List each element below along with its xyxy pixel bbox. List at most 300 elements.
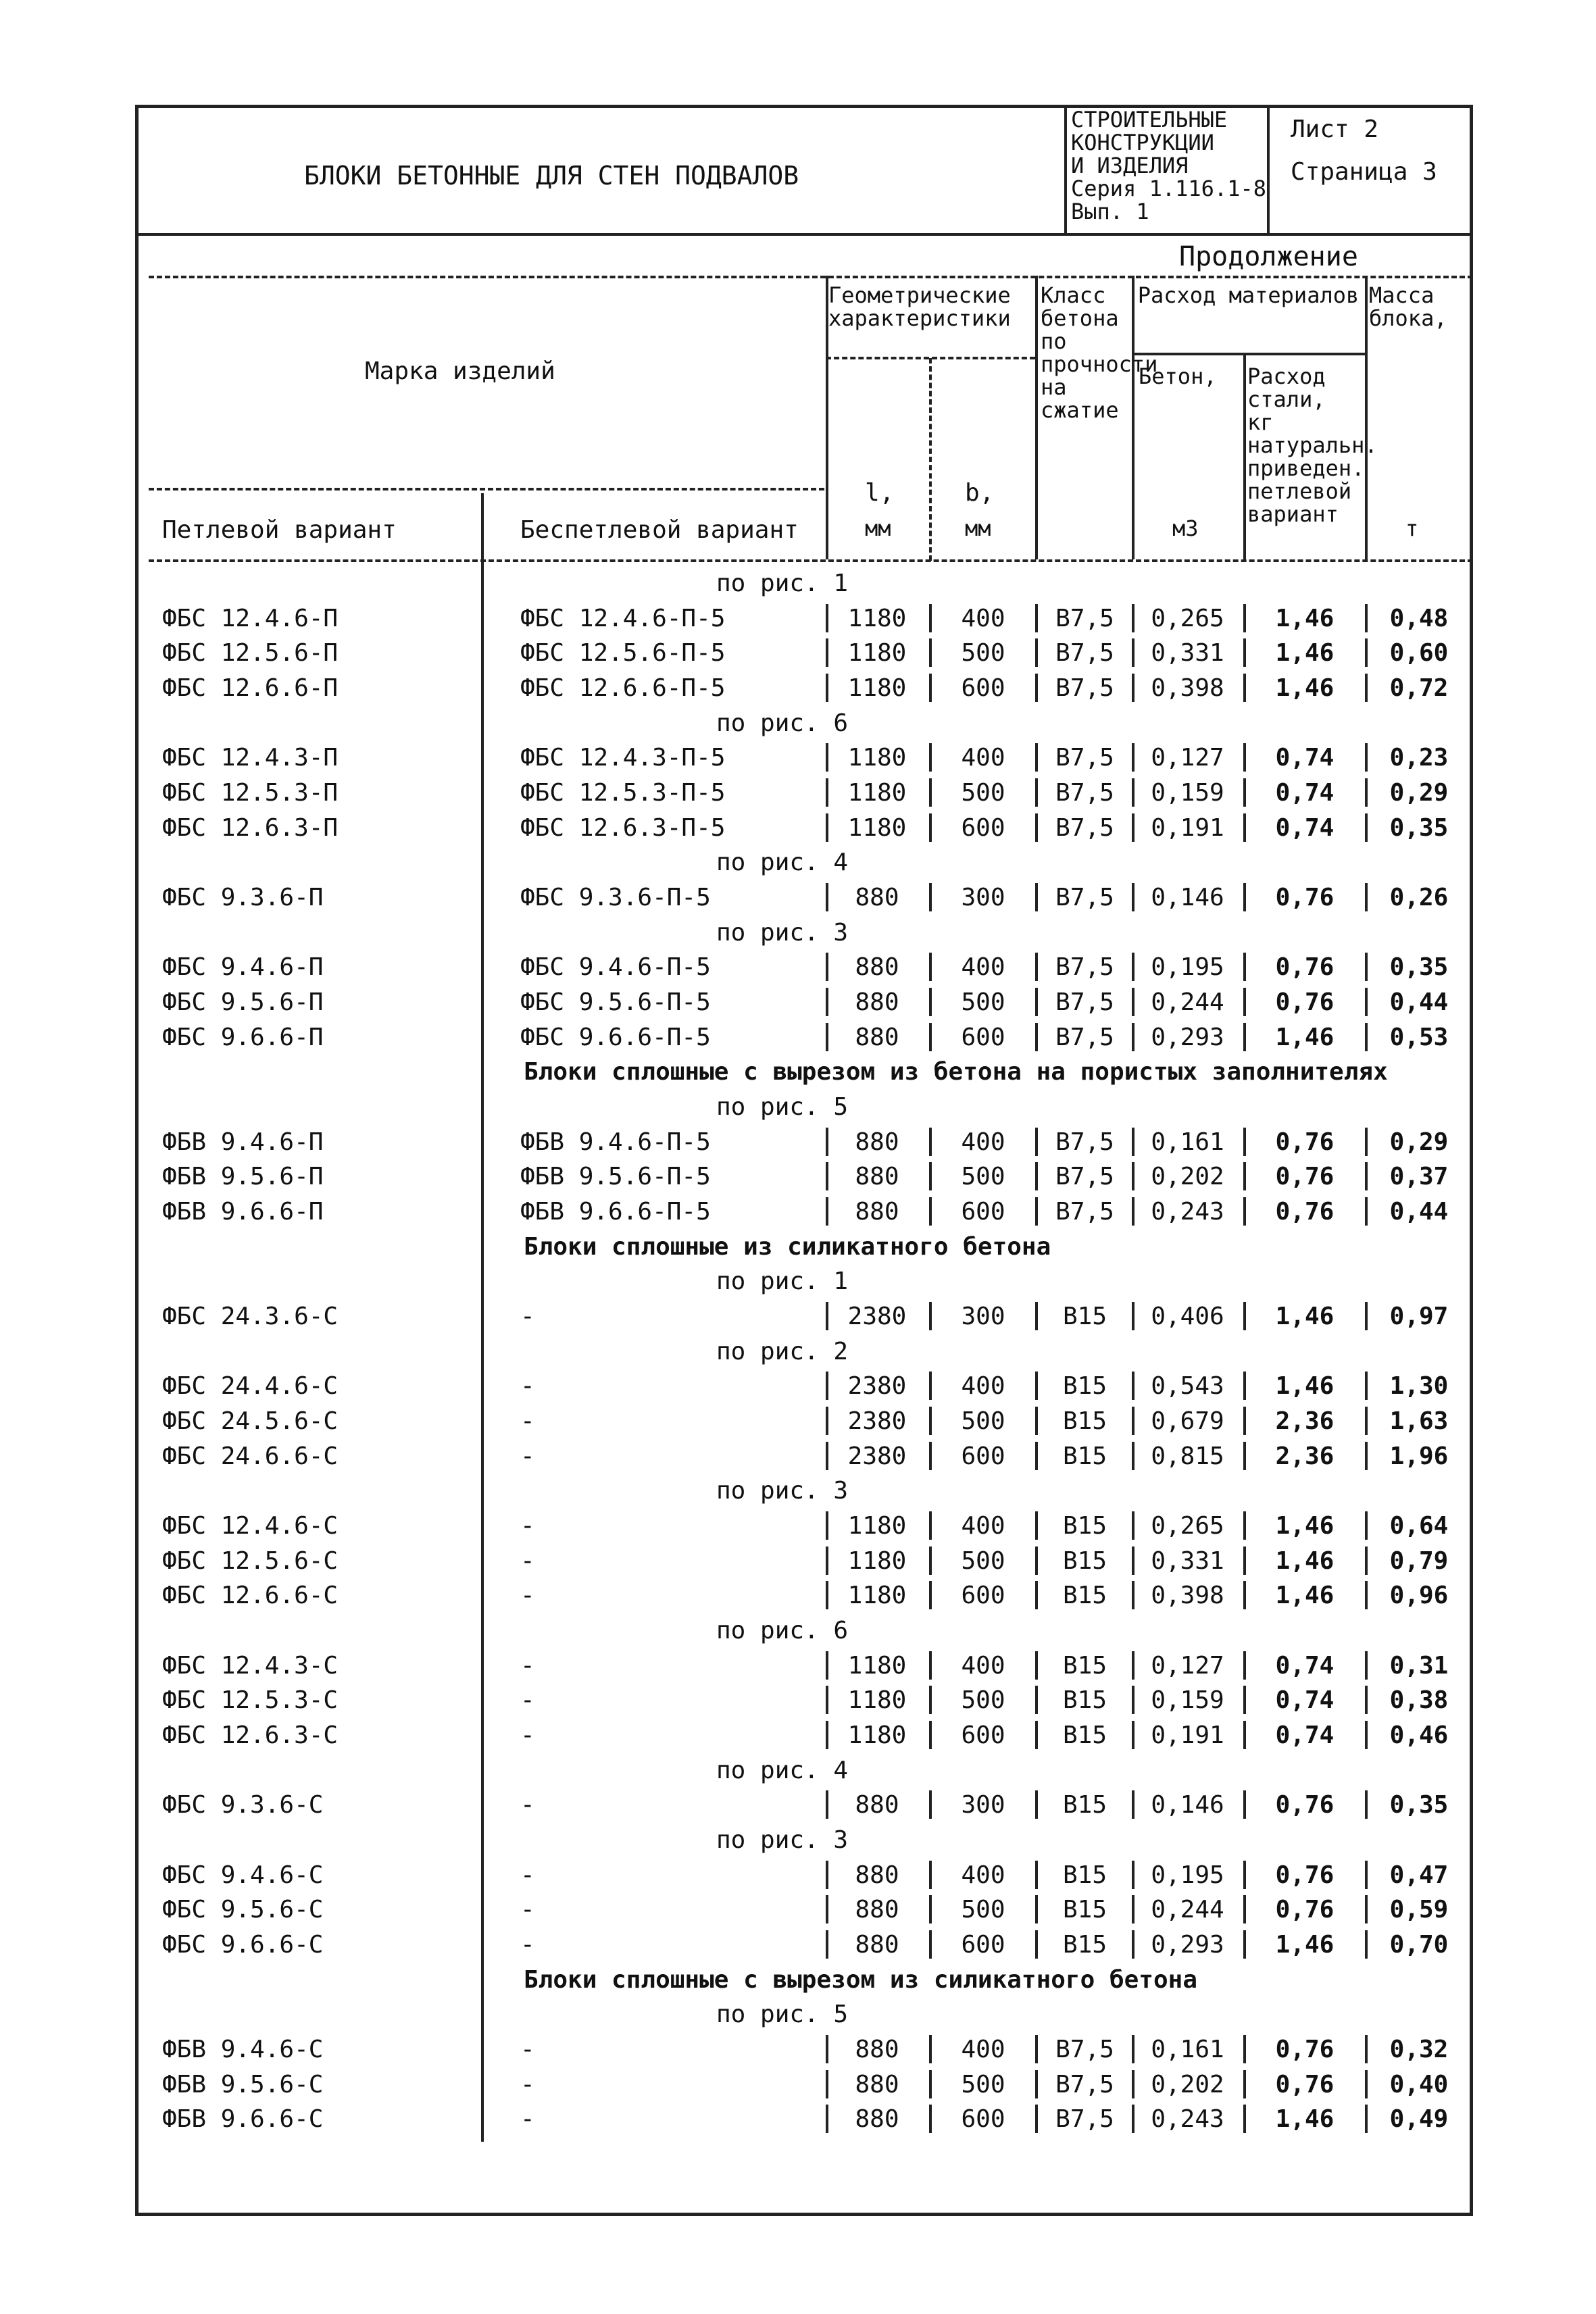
concrete-volume-cell: 0,406 (1151, 1303, 1224, 1330)
loop-variant-cell: ФБС 12.5.3-С (162, 1686, 339, 1714)
cell-divider (1243, 1930, 1246, 1959)
cell-divider (1243, 1790, 1246, 1819)
series-line: Серия 1.116.1-8 (1071, 176, 1266, 201)
figure-reference: по рис. 3 (716, 919, 849, 947)
concrete-volume-cell: 0,161 (1151, 1128, 1224, 1156)
noloop-variant-cell: ФБВ 9.5.6-П-5 (520, 1163, 711, 1190)
steel-cell: 0,76 (1275, 1128, 1335, 1156)
steel-cell: 0,76 (1275, 1896, 1335, 1923)
concrete-volume-cell: 0,265 (1151, 1512, 1224, 1540)
width-symbol: b, (965, 479, 995, 507)
section-heading: Блоки сплошные из силикатного бетона (524, 1233, 1051, 1261)
cell-divider (1132, 1511, 1134, 1540)
steel-cell: 0,76 (1275, 1861, 1335, 1889)
figure-reference: по рис. 6 (716, 709, 849, 737)
header-subrule (149, 488, 824, 491)
cell-divider (1035, 883, 1038, 911)
cell-divider (826, 1407, 828, 1435)
cell-divider (1035, 1581, 1038, 1609)
cell-divider (1365, 953, 1368, 981)
noloop-variant-cell: - (520, 1582, 535, 1609)
width-cell: 500 (961, 1896, 1005, 1923)
mass-cell: 0,64 (1389, 1512, 1449, 1540)
cell-divider (929, 813, 932, 842)
mass-cell: 0,35 (1389, 814, 1449, 842)
concrete-class-cell: В7,5 (1055, 674, 1114, 702)
cell-divider (1365, 1930, 1368, 1959)
concrete-volume-cell: 0,243 (1151, 1198, 1224, 1226)
cell-divider (826, 1302, 828, 1330)
steel-cell: 1,46 (1275, 1582, 1335, 1609)
concrete-volume-cell: 0,244 (1151, 1896, 1224, 1923)
cell-divider (929, 2070, 932, 2098)
cell-divider (929, 1581, 932, 1609)
cell-divider (1365, 1023, 1368, 1051)
cell-divider (826, 1581, 828, 1609)
concrete-class-cell: В7,5 (1055, 814, 1114, 842)
steel-cell: 0,76 (1275, 2071, 1335, 2098)
width-cell: 300 (961, 1791, 1005, 1819)
noloop-variant-header: Беспетлевой вариант (520, 516, 799, 544)
steel-cell: 1,46 (1275, 1931, 1335, 1959)
cell-divider (1035, 1790, 1038, 1819)
cell-divider (929, 1162, 932, 1190)
noloop-variant-cell: - (520, 1861, 535, 1889)
cell-divider (1365, 1197, 1368, 1226)
cell-divider (1035, 1511, 1038, 1540)
cell-divider (1035, 674, 1038, 702)
noloop-variant-cell: ФБС 12.5.6-П-5 (520, 639, 726, 667)
concrete-volume-cell: 0,195 (1151, 953, 1224, 981)
mark-header: Марка изделий (365, 357, 555, 385)
noloop-variant-cell: ФБС 9.4.6-П-5 (520, 953, 711, 981)
cell-divider (1365, 1511, 1368, 1540)
concrete-header: Бетон, (1139, 363, 1217, 389)
cell-divider (826, 674, 828, 702)
width-cell: 600 (961, 814, 1005, 842)
cell-divider (1035, 1302, 1038, 1330)
mass-cell: 0,70 (1389, 1931, 1449, 1959)
cell-divider (929, 2035, 932, 2063)
cell-divider (1132, 1581, 1134, 1609)
steel-cell: 2,36 (1275, 1442, 1335, 1470)
mass-cell: 0,79 (1389, 1547, 1449, 1575)
cell-divider (1132, 743, 1134, 772)
table-top-rule (149, 276, 1473, 278)
steel-cell: 0,74 (1275, 779, 1335, 807)
noloop-variant-cell: ФБС 12.6.6-П-5 (520, 674, 726, 702)
cell-divider (1132, 604, 1134, 632)
concrete-volume-cell: 0,159 (1151, 1686, 1224, 1714)
concrete-class-cell: В15 (1062, 1407, 1107, 1435)
cell-divider (929, 1023, 932, 1051)
cell-divider (826, 1023, 828, 1051)
length-cell: 880 (855, 2105, 899, 2133)
cell-divider (826, 988, 828, 1016)
cell-divider (1132, 1861, 1134, 1889)
mass-cell: 1,63 (1389, 1407, 1449, 1435)
concrete-volume-cell: 0,195 (1151, 1861, 1224, 1889)
cell-divider (826, 813, 828, 842)
cell-divider (1365, 743, 1368, 772)
concrete-volume-cell: 0,331 (1151, 639, 1224, 667)
width-cell: 400 (961, 1861, 1005, 1889)
width-unit: мм (965, 515, 991, 541)
cell-divider (1243, 2070, 1246, 2098)
concrete-class-cell: В7,5 (1055, 744, 1114, 772)
cell-divider (929, 743, 932, 772)
cell-divider (1365, 2035, 1368, 2063)
concrete-class-cell: В15 (1062, 1512, 1107, 1540)
noloop-variant-cell: ФБС 9.6.6-П-5 (520, 1024, 711, 1051)
cell-divider (1243, 1511, 1246, 1540)
geometry-header: Геометрические характеристики (828, 282, 1011, 331)
noloop-variant-cell: - (520, 2105, 535, 2133)
cell-divider (929, 1128, 932, 1156)
cell-divider (929, 1790, 932, 1819)
cell-divider (1365, 1721, 1368, 1749)
length-cell: 1180 (847, 639, 907, 667)
length-cell: 880 (855, 1931, 899, 1959)
concrete-class-cell: В7,5 (1055, 2071, 1114, 2098)
document-title: БЛОКИ БЕТОННЫЕ ДЛЯ СТЕН ПОДВАЛОВ (304, 161, 799, 191)
title-block-divider (1064, 105, 1067, 233)
loop-variant-cell: ФБС 12.4.6-П (162, 605, 339, 632)
cell-divider (1035, 1023, 1038, 1051)
width-cell: 400 (961, 1372, 1005, 1400)
mass-cell: 0,96 (1389, 1582, 1449, 1609)
cell-divider (826, 1861, 828, 1889)
cell-divider (929, 604, 932, 632)
length-unit: мм (865, 515, 891, 541)
steel-cell: 1,46 (1275, 674, 1335, 702)
width-cell: 500 (961, 1547, 1005, 1575)
cell-divider (1243, 638, 1246, 667)
cell-divider (1365, 778, 1368, 807)
length-cell: 1180 (847, 1721, 907, 1749)
title-block-bottom-rule (135, 233, 1473, 236)
steel-cell: 1,46 (1275, 639, 1335, 667)
cell-divider (1132, 1721, 1134, 1749)
series-line: И ИЗДЕЛИЯ (1071, 153, 1189, 178)
length-cell: 880 (855, 2036, 899, 2063)
concrete-class-cell: В7,5 (1055, 779, 1114, 807)
cell-divider (929, 1721, 932, 1749)
loop-variant-cell: ФБС 9.6.6-С (162, 1931, 324, 1959)
cell-divider (1243, 813, 1246, 842)
header-divider (929, 358, 932, 561)
mass-header: Масса блока, (1369, 282, 1447, 331)
cell-divider (826, 638, 828, 667)
loop-variant-cell: ФБВ 9.6.6-С (162, 2105, 324, 2133)
concrete-volume-cell: 0,243 (1151, 2105, 1224, 2133)
figure-reference: по рис. 5 (716, 1093, 849, 1121)
concrete-volume-cell: 0,398 (1151, 674, 1224, 702)
figure-reference: по рис. 4 (716, 1757, 849, 1784)
concrete-volume-cell: 0,146 (1151, 884, 1224, 911)
noloop-variant-cell: - (520, 1442, 535, 1470)
concrete-class-cell: В15 (1062, 1303, 1107, 1330)
width-cell: 600 (961, 1721, 1005, 1749)
length-cell: 880 (855, 1896, 899, 1923)
cell-divider (1243, 604, 1246, 632)
concrete-volume-cell: 0,191 (1151, 814, 1224, 842)
cell-divider (1132, 2035, 1134, 2063)
concrete-class-cell: В15 (1062, 1372, 1107, 1400)
concrete-volume-cell: 0,331 (1151, 1547, 1224, 1575)
cell-divider (1243, 1372, 1246, 1400)
cell-divider (929, 1197, 932, 1226)
loop-variant-cell: ФБС 24.4.6-С (162, 1372, 339, 1400)
cell-divider (1365, 1651, 1368, 1680)
mass-cell: 0,60 (1389, 639, 1449, 667)
concrete-volume-cell: 0,159 (1151, 779, 1224, 807)
series-line: Вып. 1 (1071, 199, 1149, 224)
width-cell: 600 (961, 1024, 1005, 1051)
cell-divider (1132, 674, 1134, 702)
loop-variant-cell: ФБВ 9.5.6-П (162, 1163, 324, 1190)
header-divider (1243, 355, 1246, 561)
width-cell: 400 (961, 605, 1005, 632)
cell-divider (929, 1407, 932, 1435)
cell-divider (826, 2035, 828, 2063)
cell-divider (826, 1197, 828, 1226)
length-cell: 880 (855, 884, 899, 911)
concrete-volume-cell: 0,202 (1151, 2071, 1224, 2098)
concrete-volume-cell: 0,244 (1151, 988, 1224, 1016)
cell-divider (826, 1790, 828, 1819)
cell-divider (1132, 813, 1134, 842)
width-cell: 600 (961, 2105, 1005, 2133)
steel-cell: 0,74 (1275, 744, 1335, 772)
concrete-volume-cell: 0,191 (1151, 1721, 1224, 1749)
cell-divider (826, 1651, 828, 1680)
loop-variant-header: Петлевой вариант (162, 516, 397, 544)
cell-divider (1035, 1930, 1038, 1959)
noloop-variant-cell: ФБС 12.6.3-П-5 (520, 814, 726, 842)
loop-variant-cell: ФБС 9.3.6-П (162, 884, 324, 911)
concrete-class-cell: В7,5 (1055, 884, 1114, 911)
cell-divider (826, 2070, 828, 2098)
length-cell: 1180 (847, 744, 907, 772)
loop-variant-cell: ФБВ 9.5.6-С (162, 2071, 324, 2098)
concrete-class-cell: В7,5 (1055, 605, 1114, 632)
steel-cell: 2,36 (1275, 1407, 1335, 1435)
width-cell: 600 (961, 1931, 1005, 1959)
concrete-volume-cell: 0,127 (1151, 744, 1224, 772)
concrete-class-cell: В15 (1062, 1686, 1107, 1714)
mass-unit: т (1405, 515, 1419, 541)
header-subrule (1132, 353, 1365, 355)
cell-divider (929, 2105, 932, 2133)
cell-divider (1365, 813, 1368, 842)
cell-divider (1035, 1546, 1038, 1575)
cell-divider (826, 778, 828, 807)
cell-divider (1243, 1197, 1246, 1226)
mass-cell: 0,31 (1389, 1652, 1449, 1680)
cell-divider (1132, 1128, 1134, 1156)
concrete-class-cell: В7,5 (1055, 953, 1114, 981)
cell-divider (1243, 1895, 1246, 1923)
cell-divider (1035, 953, 1038, 981)
cell-divider (1132, 638, 1134, 667)
length-cell: 2380 (847, 1303, 907, 1330)
concrete-volume-cell: 0,293 (1151, 1024, 1224, 1051)
cell-divider (1035, 1651, 1038, 1680)
cell-divider (1365, 2105, 1368, 2133)
cell-divider (1365, 674, 1368, 702)
width-cell: 600 (961, 1198, 1005, 1226)
cell-divider (826, 1128, 828, 1156)
width-cell: 400 (961, 2036, 1005, 2063)
header-divider (1132, 276, 1134, 559)
concrete-class-cell: В7,5 (1055, 2036, 1114, 2063)
cell-divider (826, 743, 828, 772)
cell-divider (1132, 988, 1134, 1016)
concrete-volume-cell: 0,202 (1151, 1163, 1224, 1190)
cell-divider (1132, 1930, 1134, 1959)
cell-divider (1365, 1442, 1368, 1470)
page-number: Страница 3 (1291, 158, 1437, 186)
width-cell: 300 (961, 884, 1005, 911)
consumption-header: Расход материалов (1137, 282, 1360, 308)
series-block (1071, 108, 1264, 223)
steel-cell: 0,76 (1275, 953, 1335, 981)
length-cell: 1180 (847, 1652, 907, 1680)
loop-variant-cell: ФБС 24.5.6-С (162, 1407, 339, 1435)
cell-divider (1243, 1686, 1246, 1714)
cell-divider (1132, 1686, 1134, 1714)
cell-divider (1035, 1372, 1038, 1400)
loop-variant-cell: ФБС 9.3.6-С (162, 1791, 324, 1819)
steel-cell: 0,74 (1275, 1686, 1335, 1714)
cell-divider (1132, 1197, 1134, 1226)
concrete-volume-cell: 0,543 (1151, 1372, 1224, 1400)
figure-reference: по рис. 2 (716, 1338, 849, 1365)
concrete-volume-cell: 0,679 (1151, 1407, 1224, 1435)
width-cell: 400 (961, 1652, 1005, 1680)
mass-cell: 1,30 (1389, 1372, 1449, 1400)
cell-divider (929, 1895, 932, 1923)
concrete-class-cell: В15 (1062, 1721, 1107, 1749)
noloop-variant-cell: ФБС 12.5.3-П-5 (520, 779, 726, 807)
cell-divider (1132, 1372, 1134, 1400)
figure-reference: по рис. 4 (716, 849, 849, 876)
section-heading: Блоки сплошные с вырезом из силикатного бетона (524, 1966, 1197, 1994)
loop-variant-cell: ФБС 12.6.6-С (162, 1582, 339, 1609)
cell-divider (929, 1302, 932, 1330)
cell-divider (826, 1372, 828, 1400)
length-cell: 1180 (847, 1512, 907, 1540)
length-cell: 880 (855, 2071, 899, 2098)
cell-divider (1365, 1581, 1368, 1609)
loop-variant-cell: ФБВ 9.4.6-П (162, 1128, 324, 1156)
concrete-class-header: Класс бетона по прочности на сжатие (1041, 282, 1158, 423)
cell-divider (1243, 1162, 1246, 1190)
cell-divider (826, 2105, 828, 2133)
concrete-class-cell: В15 (1062, 1896, 1107, 1923)
mass-cell: 0,35 (1389, 953, 1449, 981)
noloop-variant-cell: - (520, 1931, 535, 1959)
cell-divider (1132, 883, 1134, 911)
series-line: СТРОИТЕЛЬНЫЕ (1071, 107, 1228, 132)
steel-cell: 0,76 (1275, 1163, 1335, 1190)
series-line: КОНСТРУКЦИИ (1071, 130, 1214, 155)
width-cell: 500 (961, 639, 1005, 667)
cell-divider (1365, 1162, 1368, 1190)
cell-divider (826, 953, 828, 981)
cell-divider (1365, 1790, 1368, 1819)
mass-cell: 0,44 (1389, 988, 1449, 1016)
concrete-volume-cell: 0,161 (1151, 2036, 1224, 2063)
cell-divider (826, 1162, 828, 1190)
cell-divider (1035, 743, 1038, 772)
cell-divider (826, 1721, 828, 1749)
noloop-variant-cell: - (520, 2071, 535, 2098)
concrete-class-cell: В7,5 (1055, 1024, 1114, 1051)
steel-cell: 0,76 (1275, 1791, 1335, 1819)
width-cell: 600 (961, 1442, 1005, 1470)
section-heading: Блоки сплошные с вырезом из бетона на пористых заполнителях (524, 1058, 1388, 1086)
width-cell: 400 (961, 1128, 1005, 1156)
length-cell: 880 (855, 1163, 899, 1190)
width-cell: 500 (961, 988, 1005, 1016)
steel-cell: 0,76 (1275, 2036, 1335, 2063)
header-divider (1035, 276, 1038, 559)
cell-divider (1243, 1721, 1246, 1749)
concrete-class-cell: В15 (1062, 1861, 1107, 1889)
cell-divider (1243, 988, 1246, 1016)
noloop-variant-cell: - (520, 1896, 535, 1923)
concrete-unit: м3 (1172, 515, 1199, 541)
mass-cell: 0,47 (1389, 1861, 1449, 1889)
loop-variant-cell: ФБС 9.4.6-С (162, 1861, 324, 1889)
continuation-label: Продолжение (1179, 241, 1358, 272)
cell-divider (1035, 1407, 1038, 1435)
noloop-variant-cell: - (520, 1721, 535, 1749)
loop-variant-cell: ФБС 12.5.6-С (162, 1547, 339, 1575)
noloop-variant-cell: - (520, 1407, 535, 1435)
cell-divider (1243, 883, 1246, 911)
length-cell: 880 (855, 953, 899, 981)
cell-divider (929, 1442, 932, 1470)
length-cell: 880 (855, 1791, 899, 1819)
concrete-volume-cell: 0,127 (1151, 1652, 1224, 1680)
cell-divider (1243, 1581, 1246, 1609)
loop-variant-cell: ФБС 12.6.6-П (162, 674, 339, 702)
cell-divider (826, 1511, 828, 1540)
concrete-class-cell: В15 (1062, 1931, 1107, 1959)
cell-divider (1132, 953, 1134, 981)
cell-divider (1243, 1442, 1246, 1470)
sheet-number: Лист 2 (1291, 116, 1379, 143)
concrete-volume-cell: 0,146 (1151, 1791, 1224, 1819)
width-cell: 500 (961, 1163, 1005, 1190)
loop-variant-cell: ФБС 12.5.3-П (162, 779, 339, 807)
loop-variant-cell: ФБВ 9.4.6-С (162, 2036, 324, 2063)
cell-divider (1132, 1442, 1134, 1470)
cell-divider (1365, 1407, 1368, 1435)
cell-divider (1035, 1162, 1038, 1190)
figure-reference: по рис. 1 (716, 1267, 849, 1295)
noloop-variant-cell: ФБС 9.5.6-П-5 (520, 988, 711, 1016)
cell-divider (1132, 1651, 1134, 1680)
cell-divider (1243, 1861, 1246, 1889)
cell-divider (929, 1861, 932, 1889)
loop-variant-cell: ФБС 12.6.3-П (162, 814, 339, 842)
cell-divider (826, 1930, 828, 1959)
cell-divider (1243, 778, 1246, 807)
